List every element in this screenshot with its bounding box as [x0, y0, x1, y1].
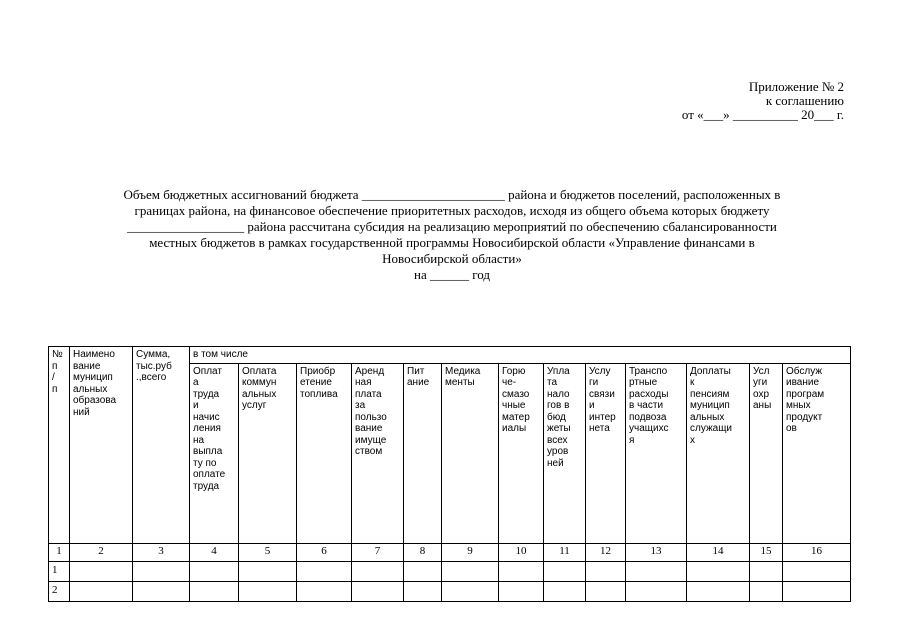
column-number: 10 [499, 543, 544, 561]
column-numbers-row [49, 543, 851, 561]
table-cell [404, 561, 442, 581]
annex-title: Приложение № 2 [748, 79, 844, 94]
table-cell [544, 581, 586, 601]
table-cell [499, 581, 544, 601]
heading-line-4: местных бюджетов в рамках государственной программы Новосибирской области «Управление финансами в [149, 235, 755, 250]
header-software: Обслуж ивание програм мных продукт ов [783, 363, 851, 543]
header-municipality: Наимено вание муницип альных образова ний [70, 347, 133, 544]
table-cell [499, 561, 544, 581]
header-pension-supplements: Доплаты к пенсиям муницип альных служащи х [687, 363, 750, 543]
table-cell [750, 561, 783, 581]
row-number: 1 [49, 561, 70, 581]
table-cell [586, 581, 626, 601]
column-number: 1 [49, 543, 70, 561]
header-salary: Оплат а труда и начис ления на выпла ту по оплате труда [190, 363, 239, 543]
header-utilities: Оплата коммун альных услуг [239, 363, 297, 543]
annex-date: от «___» __________ 20___ г. [681, 107, 844, 122]
table-cell [297, 581, 352, 601]
table-cell [783, 561, 851, 581]
annex-block [682, 80, 844, 122]
table-cell [70, 561, 133, 581]
table-cell [70, 581, 133, 601]
table-cell [190, 581, 239, 601]
column-number: 6 [297, 543, 352, 561]
table-cell [442, 581, 499, 601]
column-number: 3 [133, 543, 190, 561]
table-cell [750, 581, 783, 601]
table-cell [239, 581, 297, 601]
table-cell [783, 581, 851, 601]
column-number: 4 [190, 543, 239, 561]
column-number: 14 [687, 543, 750, 561]
column-number: 8 [404, 543, 442, 561]
heading-line-6: на ______ год [414, 267, 490, 282]
table-row [49, 561, 851, 581]
table-cell [404, 581, 442, 601]
table-cell [586, 561, 626, 581]
table-cell [626, 581, 687, 601]
heading-line-3: __________________ района рассчитана субсидия на реализацию мероприятий по обеспечению сбалансированности [127, 219, 777, 234]
column-number: 7 [352, 543, 404, 561]
table-cell [687, 581, 750, 601]
header-fuel: Приобр етение топлива [297, 363, 352, 543]
header-number: № п / п [49, 347, 70, 544]
heading-line-5: Новосибирской области» [382, 251, 522, 266]
heading-line-1: Объем бюджетных ассигнований бюджета ______________________ района и бюджетов поселений, расположенных в [123, 187, 781, 202]
header-including: в том числе [190, 347, 851, 364]
table-cell [190, 561, 239, 581]
column-number: 12 [586, 543, 626, 561]
table-cell [297, 561, 352, 581]
document-heading [48, 187, 856, 283]
header-food: Пит ание [404, 363, 442, 543]
column-number: 15 [750, 543, 783, 561]
table-header-row [49, 347, 851, 364]
header-medicine: Медика менты [442, 363, 499, 543]
column-number: 5 [239, 543, 297, 561]
row-number: 2 [49, 581, 70, 601]
heading-line-2: границах района, на финансовое обеспечение приоритетных расходов, исходя из общего объема которых бюджету [134, 203, 770, 218]
header-communications: Услу ги связи и интер нета [586, 363, 626, 543]
column-number: 16 [783, 543, 851, 561]
header-security: Усл уги охр аны [750, 363, 783, 543]
table-cell [687, 561, 750, 581]
table-cell [352, 581, 404, 601]
annex-agreement: к соглашению [765, 93, 844, 108]
table-cell [133, 581, 190, 601]
header-transport: Транспо ртные расходы в части подвоза учащихс я [626, 363, 687, 543]
budget-table [48, 346, 851, 602]
column-number: 11 [544, 543, 586, 561]
header-fuel-lubricants: Горю че- смазо чные матер иалы [499, 363, 544, 543]
table-cell [544, 561, 586, 581]
header-taxes: Упла та нало гов в бюд жеты всех уров ней [544, 363, 586, 543]
header-rent: Аренд ная плата за пользо вание имуще ством [352, 363, 404, 543]
column-number: 2 [70, 543, 133, 561]
table-cell [239, 561, 297, 581]
table-row [49, 581, 851, 601]
header-total-sum: Сумма, тыс.руб .,всего [133, 347, 190, 544]
table-cell [352, 561, 404, 581]
column-number: 9 [442, 543, 499, 561]
table-cell [626, 561, 687, 581]
table-cell [133, 561, 190, 581]
table-cell [442, 561, 499, 581]
column-number: 13 [626, 543, 687, 561]
